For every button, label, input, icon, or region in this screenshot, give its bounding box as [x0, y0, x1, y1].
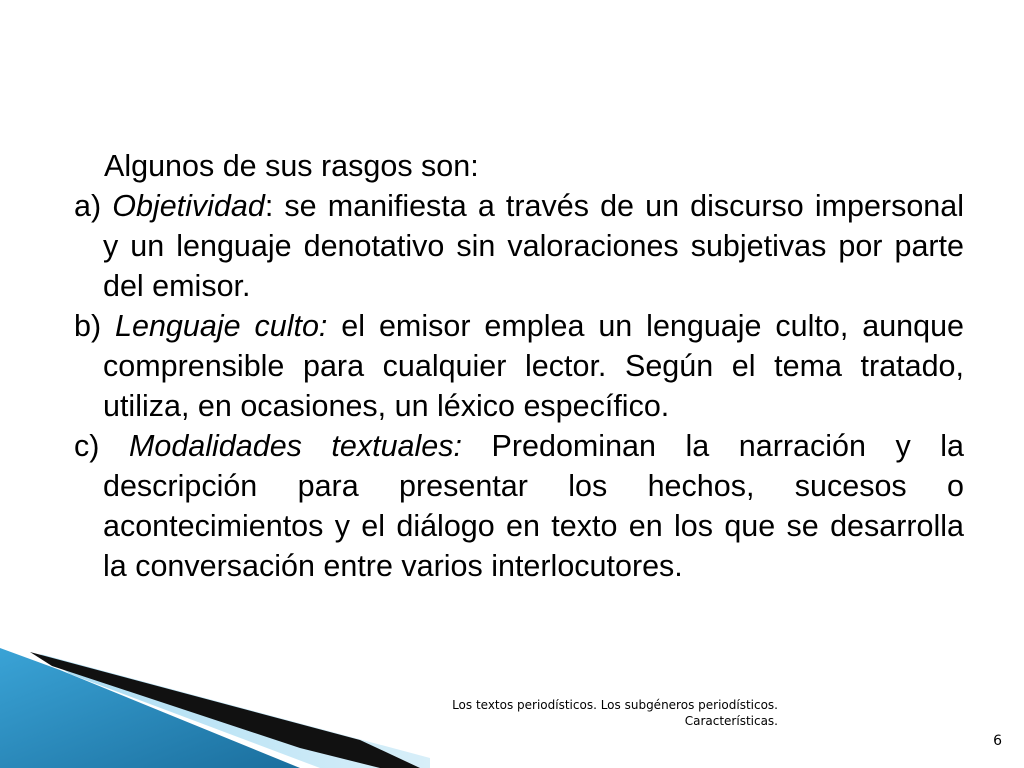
slide-body — [74, 146, 964, 586]
list-item-lenguaje-culto — [74, 306, 964, 426]
item-term: Modalidades textuales: — [128, 429, 462, 463]
item-separator: : — [264, 189, 274, 223]
item-marker: b) — [74, 309, 116, 343]
item-marker: a) — [74, 189, 113, 223]
swoosh-blue-band — [0, 648, 300, 768]
intro-line: Algunos de sus rasgos son: — [104, 149, 479, 183]
item-text: se manifiesta a través de un discurso impersonal y un lenguaje denotativo sin valoraciones subjetivas por parte del emisor. — [103, 189, 964, 303]
item-marker: c) — [74, 429, 129, 463]
list-item-objetividad — [74, 186, 964, 306]
footer-line-2: Características. — [684, 714, 778, 728]
footer-caption — [360, 697, 778, 729]
item-text: el emisor emplea un lenguaje culto, aunque comprensible para cualquier lector. Según el tema tratado, utiliza, en ocasiones, un léxico específico. — [103, 309, 965, 423]
item-text: Predominan la narración y la descripción para presentar los hechos, sucesos o acontecimientos y el diálogo en texto en los que se desarrolla la conversación entre varios interlocutores. — [103, 429, 964, 583]
list-item-modalidades-textuales — [74, 426, 964, 586]
item-term: Objetividad — [112, 189, 265, 223]
page-number: 6 — [993, 733, 1002, 749]
footer-line-1: Los textos periodísticos. Los subgéneros periodísticos. — [452, 698, 778, 712]
item-term: Lenguaje culto: — [115, 309, 328, 343]
